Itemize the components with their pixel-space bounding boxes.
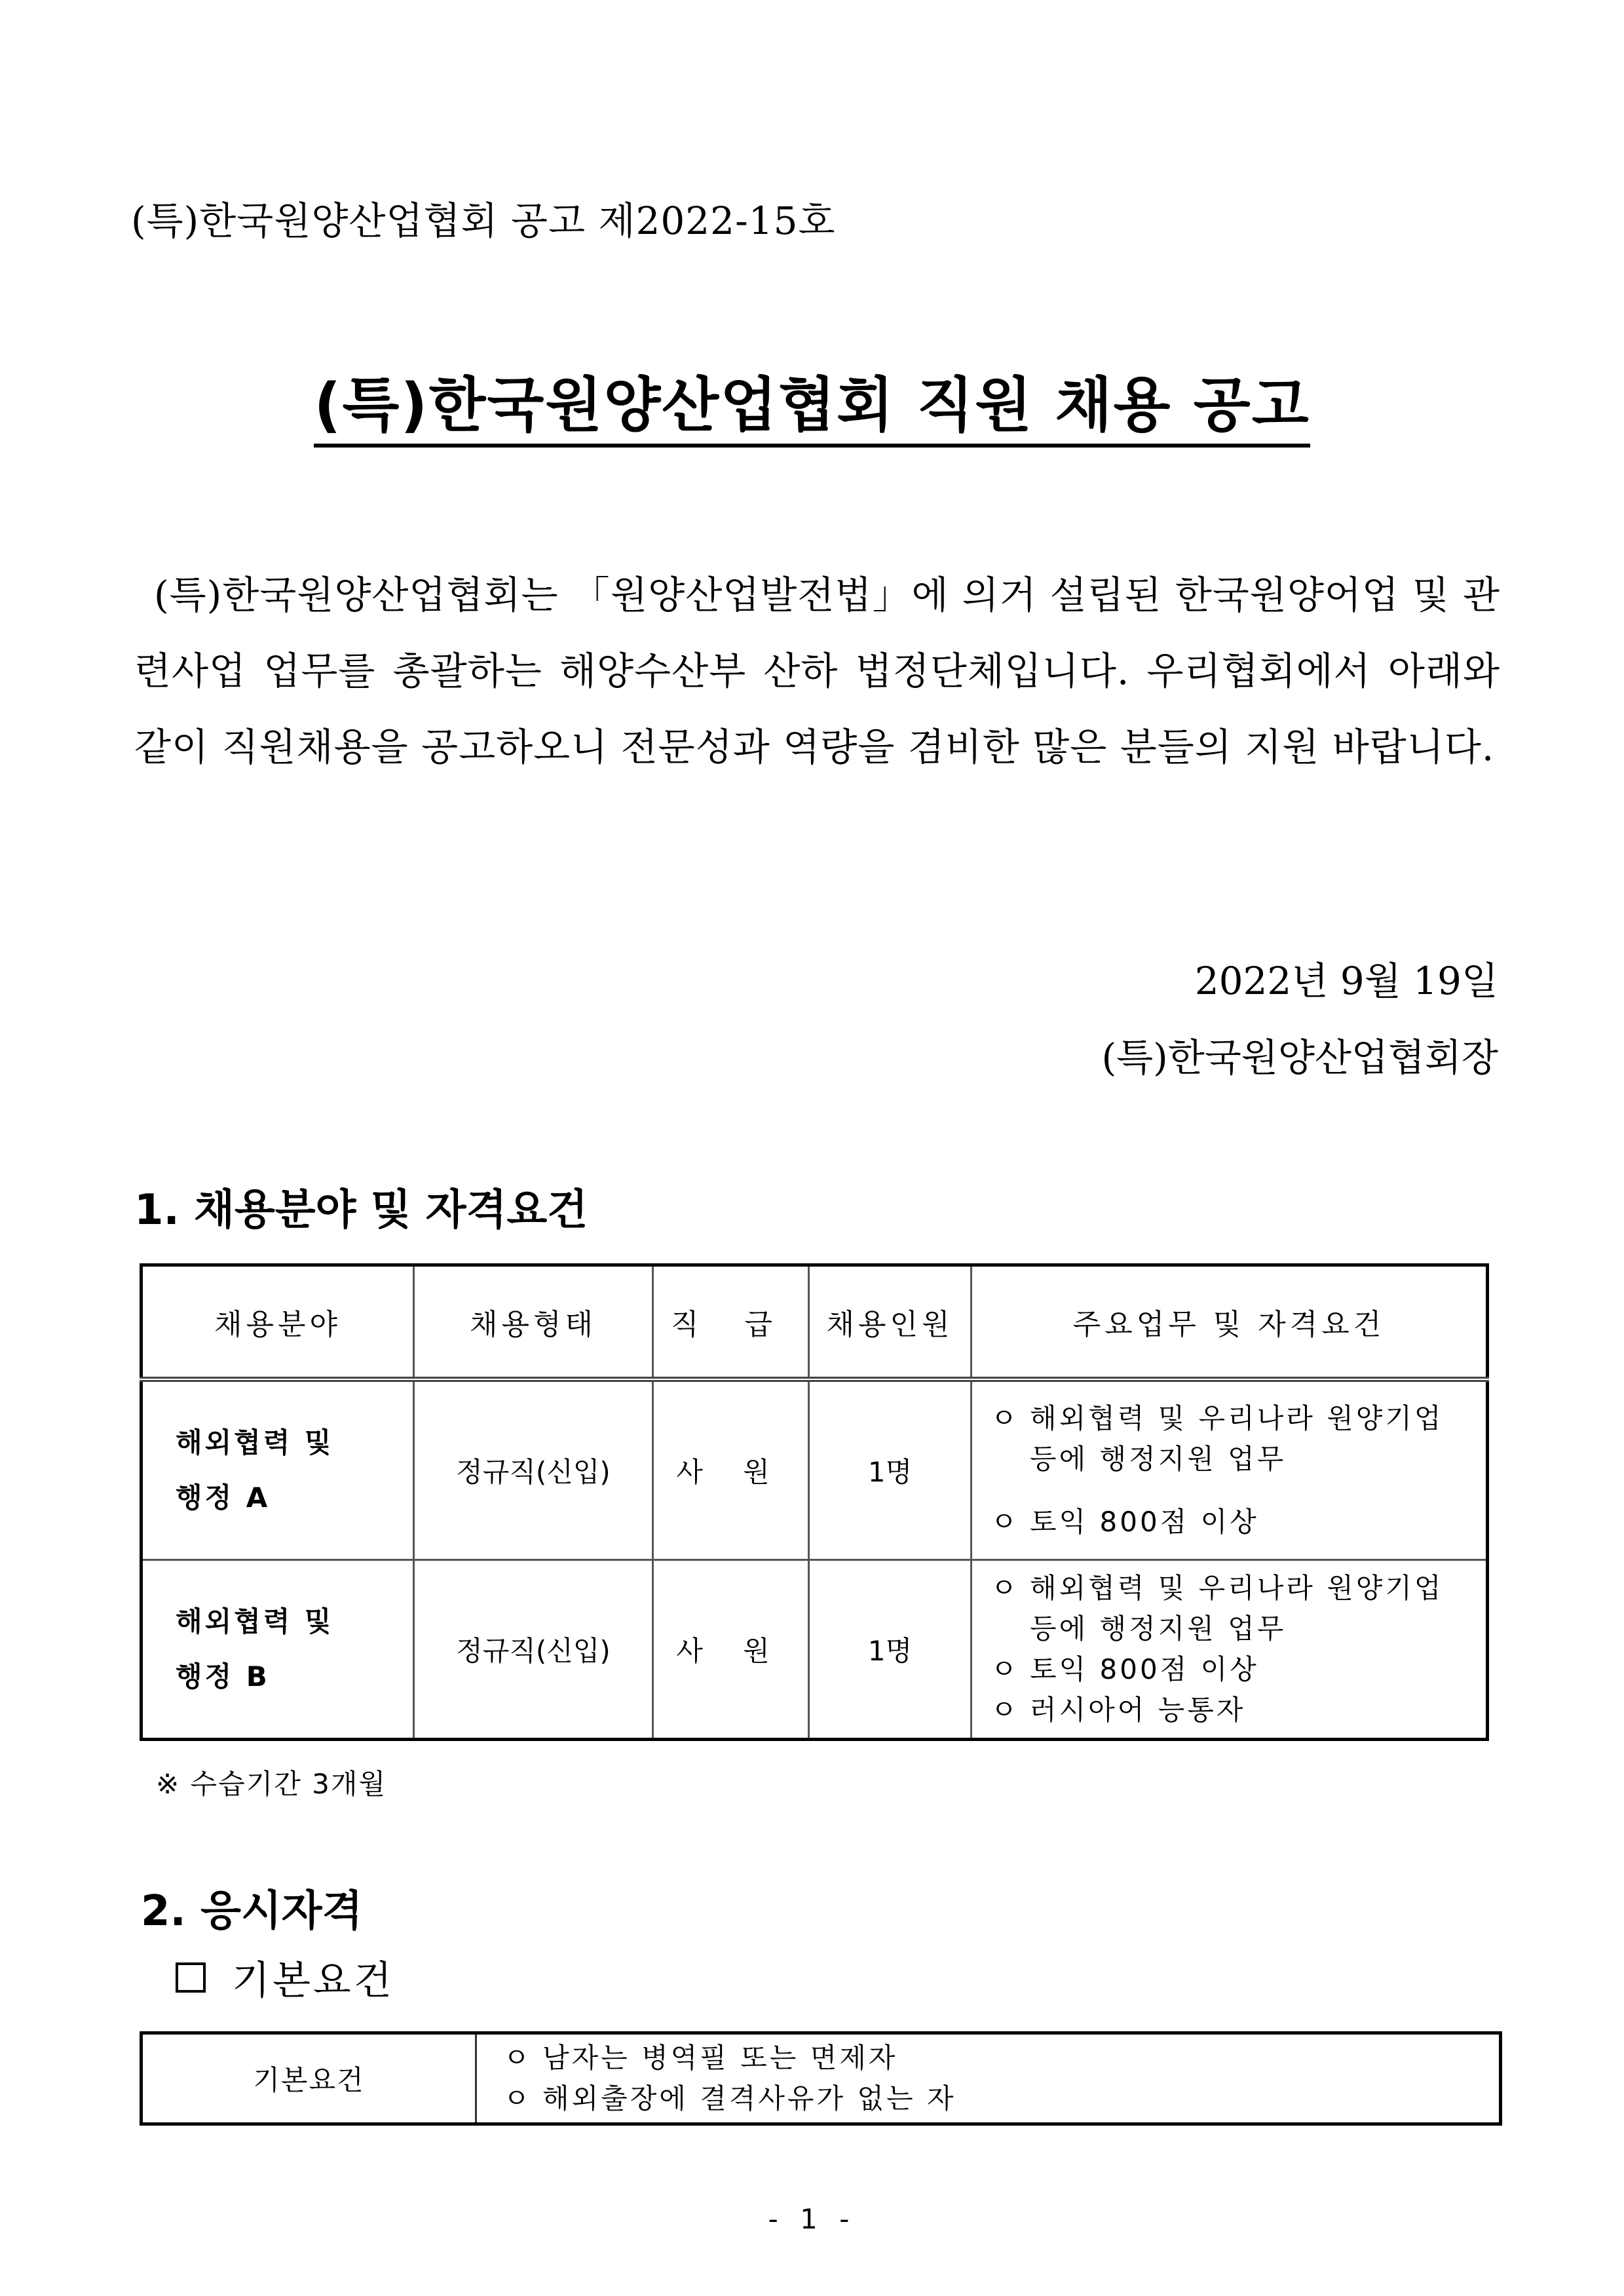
field-line: 해외협력 및 <box>176 1605 334 1637</box>
header-type: 채용형태 <box>414 1265 653 1380</box>
page-number: - 1 - <box>768 2203 856 2235</box>
requirement-item: ㅇ 토익 800점 이상 <box>991 1502 1486 1542</box>
requirement-item: ㅇ 해외협력 및 우리나라 원양기업 <box>991 1398 1486 1439</box>
announcement-date: 2022년 9월 19일 <box>1194 959 1498 1003</box>
basic-req-values <box>476 2033 1501 2124</box>
bullet-icon: ㅇ <box>991 1694 1020 1726</box>
header-field: 채용분야 <box>142 1265 414 1380</box>
section2-title: 2. 응시자격 <box>141 1887 363 1936</box>
table-row <box>142 1379 1488 1560</box>
table-row <box>142 2033 1501 2124</box>
square-icon <box>176 1962 206 1993</box>
bullet-icon: ㅇ <box>503 2042 533 2074</box>
field-line: 행정 B <box>176 1660 270 1693</box>
basic-requirements-table <box>140 2031 1502 2126</box>
page-title <box>0 357 1624 442</box>
requirement-item: ㅇ 남자는 병역필 또는 면제자 <box>503 2038 1498 2078</box>
row-count: 1명 <box>809 1379 972 1560</box>
requirement-item-cont: 등에 행정지원 업무 <box>1030 1613 1287 1645</box>
table-row <box>142 1560 1488 1740</box>
bullet-icon: ㅇ <box>991 1572 1020 1604</box>
requirement-item-cont: 등에 행정지원 업무 <box>1030 1443 1287 1475</box>
row-rank: 사 원 <box>653 1560 809 1740</box>
basic-requirements-heading <box>176 1949 394 2006</box>
field-line: 해외협력 및 <box>176 1426 334 1459</box>
subhead-text: 기본요건 <box>232 1958 394 2004</box>
row-requirements <box>972 1560 1488 1740</box>
row-type: 정규직(신입) <box>414 1379 653 1560</box>
bullet-icon: ㅇ <box>991 1653 1020 1685</box>
field-line: 행정 A <box>176 1482 271 1514</box>
basic-req-key: 기본요건 <box>142 2033 476 2124</box>
recruitment-table <box>140 1263 1489 1741</box>
intro-text: (특)한국원양산업협회는 「원양산업발전법」에 의거 설립된 한국원양어업 및 관련사업 업무를 총괄하는 해양수산부 산하 법정단체입니다. 우리협회에서 아래와 같이 직원채용을 공고하오니 전문성과 역량을 겸비한 많은 분들의 지원 바랍니다. <box>134 573 1500 769</box>
section1-title: 1. 채용분야 및 자격요건 <box>134 1186 588 1234</box>
row-requirements <box>972 1379 1488 1560</box>
bullet-icon: ㅇ <box>503 2082 533 2114</box>
row-rank: 사 원 <box>653 1379 809 1560</box>
row-type: 정규직(신입) <box>414 1560 653 1740</box>
probation-note: ※ 수습기간 3개월 <box>156 1768 387 1800</box>
bullet-icon: ㅇ <box>991 1506 1020 1538</box>
header-requirements: 주요업무 및 자격요건 <box>972 1265 1488 1380</box>
header-rank: 직 급 <box>653 1265 809 1380</box>
notice-number: (특)한국원양산업협회 공고 제2022-15호 <box>131 199 836 243</box>
issuer-name: (특)한국원양산업협회장 <box>1101 1035 1498 1080</box>
row-field <box>142 1379 414 1560</box>
table-header-row <box>142 1265 1488 1380</box>
requirement-item: ㅇ 토익 800점 이상 <box>991 1649 1486 1690</box>
requirement-item: ㅇ 해외출장에 결격사유가 없는 자 <box>503 2078 1498 2119</box>
row-count: 1명 <box>809 1560 972 1740</box>
page-title-text: (특)한국원양산업협회 직원 채용 공고 <box>314 371 1310 448</box>
intro-paragraph <box>134 557 1500 785</box>
header-count: 채용인원 <box>809 1265 972 1380</box>
row-field <box>142 1560 414 1740</box>
requirement-item: ㅇ 해외협력 및 우리나라 원양기업 <box>991 1568 1486 1609</box>
bullet-icon: ㅇ <box>991 1402 1020 1434</box>
requirement-item: ㅇ 러시아어 능통자 <box>991 1690 1486 1731</box>
